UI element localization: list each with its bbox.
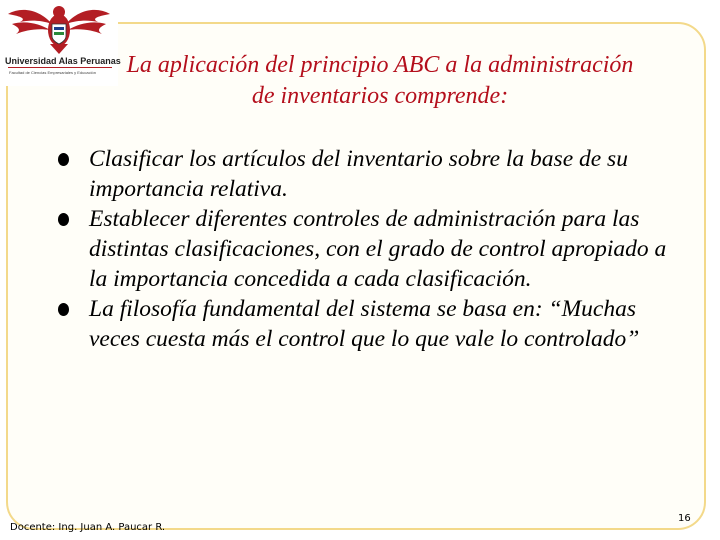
bullet-icon (58, 213, 69, 226)
bullet-list (58, 144, 668, 354)
slide-title: La aplicación del principio ABC a la administración de inventarios comprende: (126, 52, 634, 109)
bullet-text: Clasificar los artículos del inventario sobre la base de su importancia relativa. (89, 146, 628, 202)
author-footer: Docente: Ing. Juan A. Paucar R. (10, 522, 166, 533)
bullet-item (58, 294, 668, 354)
logo-subtitle: Facultad de Ciencias Empresariales y Educación (9, 70, 96, 75)
bullet-item (58, 144, 668, 204)
bullet-icon (58, 153, 69, 166)
logo-divider (8, 67, 112, 68)
university-logo (0, 0, 121, 86)
bullet-text: La filosofía fundamental del sistema se basa en: “Muchas veces cuesta más el control que lo que vale lo controlado” (89, 296, 640, 352)
logo-name: Universidad Alas Peruanas (5, 56, 121, 66)
bullet-icon (58, 303, 69, 316)
bullet-item (58, 204, 668, 294)
condor-emblem-icon (0, 0, 118, 56)
page-number: 16 (678, 513, 691, 524)
bullet-text: Establecer diferentes controles de administración para las distintas clasificaciones, con el grado de control apropiado a la importancia concedida a cada clasificación. (89, 206, 667, 292)
